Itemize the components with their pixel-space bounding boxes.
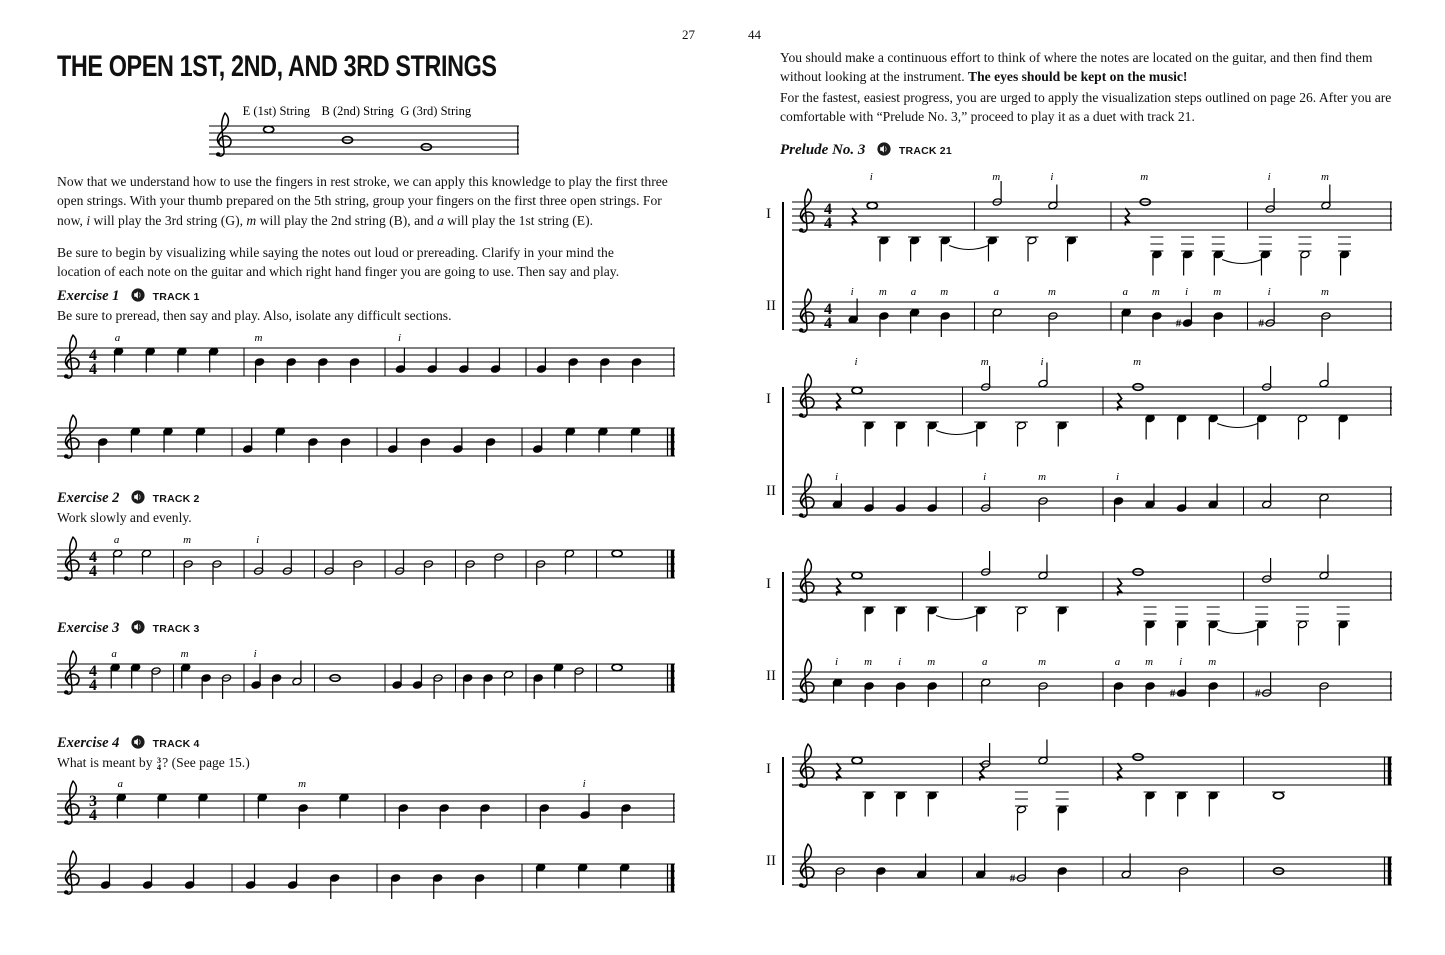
prelude-system-2 [766,353,1398,535]
tie [1222,260,1261,264]
part-label-I: I [766,391,771,407]
exercise-4-name: Exercise 4 [57,735,120,751]
text-segment: You should make a continuous effort to think of where the notes are located on the guitar, and then find them without looking at the instrument. [780,50,1373,85]
whole-note [612,664,622,671]
finger-label: i [256,534,260,546]
speaker-icon [877,142,891,156]
finger-label: m [927,656,936,668]
part-label-II: II [766,298,776,314]
sharp-accidental: # [1258,317,1264,330]
time-signature: 3 [89,793,97,810]
final-barline [671,550,674,578]
treble-clef [65,851,79,894]
sharp-accidental: # [1009,872,1016,885]
finger-label: i [1267,286,1271,298]
finger-label: m [940,286,949,298]
exercise-2-heading [57,490,200,507]
right-paragraph-1 [780,48,1400,87]
text-segment: m [246,212,257,228]
finger-label: a [113,534,120,546]
finger-label: m [1140,171,1149,183]
speaker-icon [131,735,145,749]
exercise-4-track: TRACK 4 [152,738,200,750]
exercise-1-name: Exercise 1 [57,288,120,304]
treble-clef [800,474,814,517]
treble-clef [65,537,79,580]
finger-label: m [183,534,192,546]
part-label-I: I [766,761,771,777]
finger-label: m [992,171,1001,183]
finger-label: i [983,471,987,483]
finger-label: a [910,286,917,298]
time-signature-fraction [156,754,162,772]
finger-label: m [878,286,887,298]
prelude-4-staff-I [792,723,1392,835]
finger-label: m [1213,286,1222,298]
right-paragraph-2: For the fastest, easiest progress, you are urged to apply the visualization steps outlined on page 26. After you are comfortable with “Prelude No. 3,” proceed to play it as a duet with track 21. [780,90,1392,125]
whole-note [867,202,877,209]
finger-label: i [397,332,402,344]
frac-bottom: 4 [156,762,162,772]
treble-clef [800,374,814,417]
speaker-icon [131,620,145,634]
system-bracket [782,387,784,515]
time-signature: 4 [89,807,97,824]
page-number-left: 27 [682,27,695,42]
sharp-accidental: # [1254,687,1261,700]
treble-clef [800,289,814,332]
whole-note [852,757,862,764]
exercise-1-track: TRACK 1 [152,291,200,303]
exercise-4-staff-2 [57,846,675,912]
right-page [766,0,1405,955]
finger-label: m [298,778,307,790]
prelude-2-staff-II [792,469,1392,535]
exercise-3-heading [57,620,200,637]
finger-label: i [1185,286,1189,298]
page-number-right: 44 [748,27,761,42]
prelude-4-staff-II [792,839,1392,905]
time-signature: 4 [89,563,97,580]
finger-label: m [254,332,263,344]
finger-label: m [864,656,873,668]
sharp-accidental: # [1175,317,1182,330]
prelude-3-staff-I [792,538,1392,650]
string-label: G (3rd) String [400,104,472,118]
finger-label: i [854,356,858,368]
finger-label: m [1038,656,1047,668]
exercise-1-subtext: Be sure to preread, then say and play. Also, isolate any difficult sections. [57,308,452,323]
text-segment: a [437,212,444,228]
tie [1217,630,1258,634]
finger-label: m [980,356,989,368]
treble-clef [65,415,79,458]
part-label-I: I [766,206,771,222]
prelude-1-staff-I [792,168,1392,280]
finger-label: a [993,286,999,298]
treble-clef [65,651,79,694]
finger-label: m [1320,286,1329,298]
finger-label: i [253,648,257,660]
part-label-II: II [766,483,776,499]
time-signature: 4 [89,549,97,566]
speaker-icon [131,288,145,302]
finger-label: m [180,648,189,660]
time-signature: 4 [89,663,97,680]
time-signature: 4 [824,301,832,318]
sharp-accidental: # [1169,687,1176,700]
finger-label: i [869,171,873,183]
treble-clef [65,335,79,378]
whole-note [612,550,622,557]
treble-clef [800,744,814,787]
final-barline [1388,857,1391,885]
whole-note [852,572,862,579]
exercise-2-track: TRACK 2 [152,493,200,505]
whole-note [1273,792,1283,799]
open-strings-staff [209,100,519,164]
finger-label: m [1208,656,1217,668]
exercise-4-staff-1 [57,776,675,842]
treble-clef [800,189,814,232]
time-signature: 4 [824,215,832,232]
time-signature: 4 [89,361,97,378]
tie [936,616,977,620]
exercise-4-heading [57,735,200,752]
exercise-4-subtext [57,755,250,771]
finger-label: i [1267,171,1271,183]
prelude-track: TRACK 21 [898,145,952,157]
exercise-2-subtext: Work slowly and evenly. [57,510,192,525]
left-page [57,0,682,955]
finger-label: i [834,471,839,483]
whole-note [264,126,274,133]
treble-clef [800,659,814,702]
intro-paragraph-2: Be sure to begin by visualizing while saying the notes out loud or prereading. Clarify in your mind the location of each note on the guitar and which right hand finger you are going to use. Then say and play. [57,245,620,280]
system-bracket [782,572,784,700]
whole-note [852,387,862,394]
finger-label: m [1151,286,1160,298]
string-label: E (1st) String [242,104,311,118]
system-bracket [782,757,784,885]
finger-label: a [1122,286,1128,298]
prelude-heading [780,142,952,159]
exercise-2-staff [57,532,675,598]
finger-label: i [1179,656,1183,668]
finger-label: i [1115,471,1120,483]
text-segment: will play the 2nd string (B), and [256,212,438,228]
treble-clef [65,781,79,824]
page-title: THE OPEN 1ST, 2ND, AND 3RD STRINGS [57,50,497,83]
exercise-3-staff [57,646,675,712]
prelude-3-staff-II [792,654,1392,720]
treble-clef [800,559,814,602]
finger-label: i [850,286,854,298]
text-segment: will play the 1st string (E). [443,212,594,228]
exercise-3-track: TRACK 3 [152,623,200,635]
prelude-system-3 [766,538,1398,720]
treble-clef [217,113,231,156]
finger-label: a [111,648,117,660]
final-barline [671,864,674,892]
exercise-1-heading [57,288,200,305]
tie [949,246,988,250]
exercise-1-staff-1 [57,330,675,396]
finger-label: i [1040,356,1044,368]
finger-label: i [1050,171,1054,183]
prelude-system-4 [766,723,1398,905]
exercise-4-subtext-post: ? (See page 15.) [162,755,250,770]
exercise-2-name: Exercise 2 [57,490,120,506]
intro-paragraph-1 [57,172,673,230]
prelude-2-staff-I [792,353,1392,465]
prelude-1-staff-II [792,284,1392,350]
finger-label: i [898,656,902,668]
tie [936,431,977,435]
finger-label: m [1145,656,1154,668]
finger-label: a [1114,656,1121,668]
time-signature: 4 [89,677,97,694]
finger-label: m [1047,286,1056,298]
final-barline [671,428,674,456]
string-label: B (2nd) String [321,104,394,118]
speaker-icon [131,490,145,504]
part-label-II: II [766,853,776,869]
exercise-3-name: Exercise 3 [57,620,120,636]
text-segment: will play the 3rd string (G), [90,212,247,228]
text-segment: i [86,212,91,228]
tie [1217,424,1258,428]
system-bracket [782,202,784,330]
final-barline [1388,757,1391,785]
time-signature: 4 [824,315,832,332]
exercise-4-subtext-pre: What is meant by [57,755,153,770]
prelude-title: Prelude No. 3 [780,142,866,158]
frac-top: 3 [156,754,162,765]
final-barline [671,664,674,692]
time-signature: 4 [89,347,97,364]
finger-label: m [1133,356,1142,368]
finger-label: i [582,778,586,790]
finger-label: a [981,656,988,668]
exercise-1-staff-2 [57,410,675,476]
part-label-II: II [766,668,776,684]
text-segment: The eyes should be kept on the music! [968,69,1188,85]
treble-clef [800,844,814,887]
finger-label: m [1038,471,1047,483]
finger-label: a [114,332,121,344]
prelude-system-1 [766,168,1398,350]
time-signature: 4 [824,201,832,218]
finger-label: m [1320,171,1329,183]
finger-label: i [834,656,839,668]
part-label-I: I [766,576,771,592]
finger-label: a [117,778,124,790]
text-segment: Now that we understand how to use the fingers in rest stroke, we can apply this knowledge to play the first three open strings. With your thumb prepared on the 5th string, group your fingers on the first three open strings. For now, [57,174,668,228]
